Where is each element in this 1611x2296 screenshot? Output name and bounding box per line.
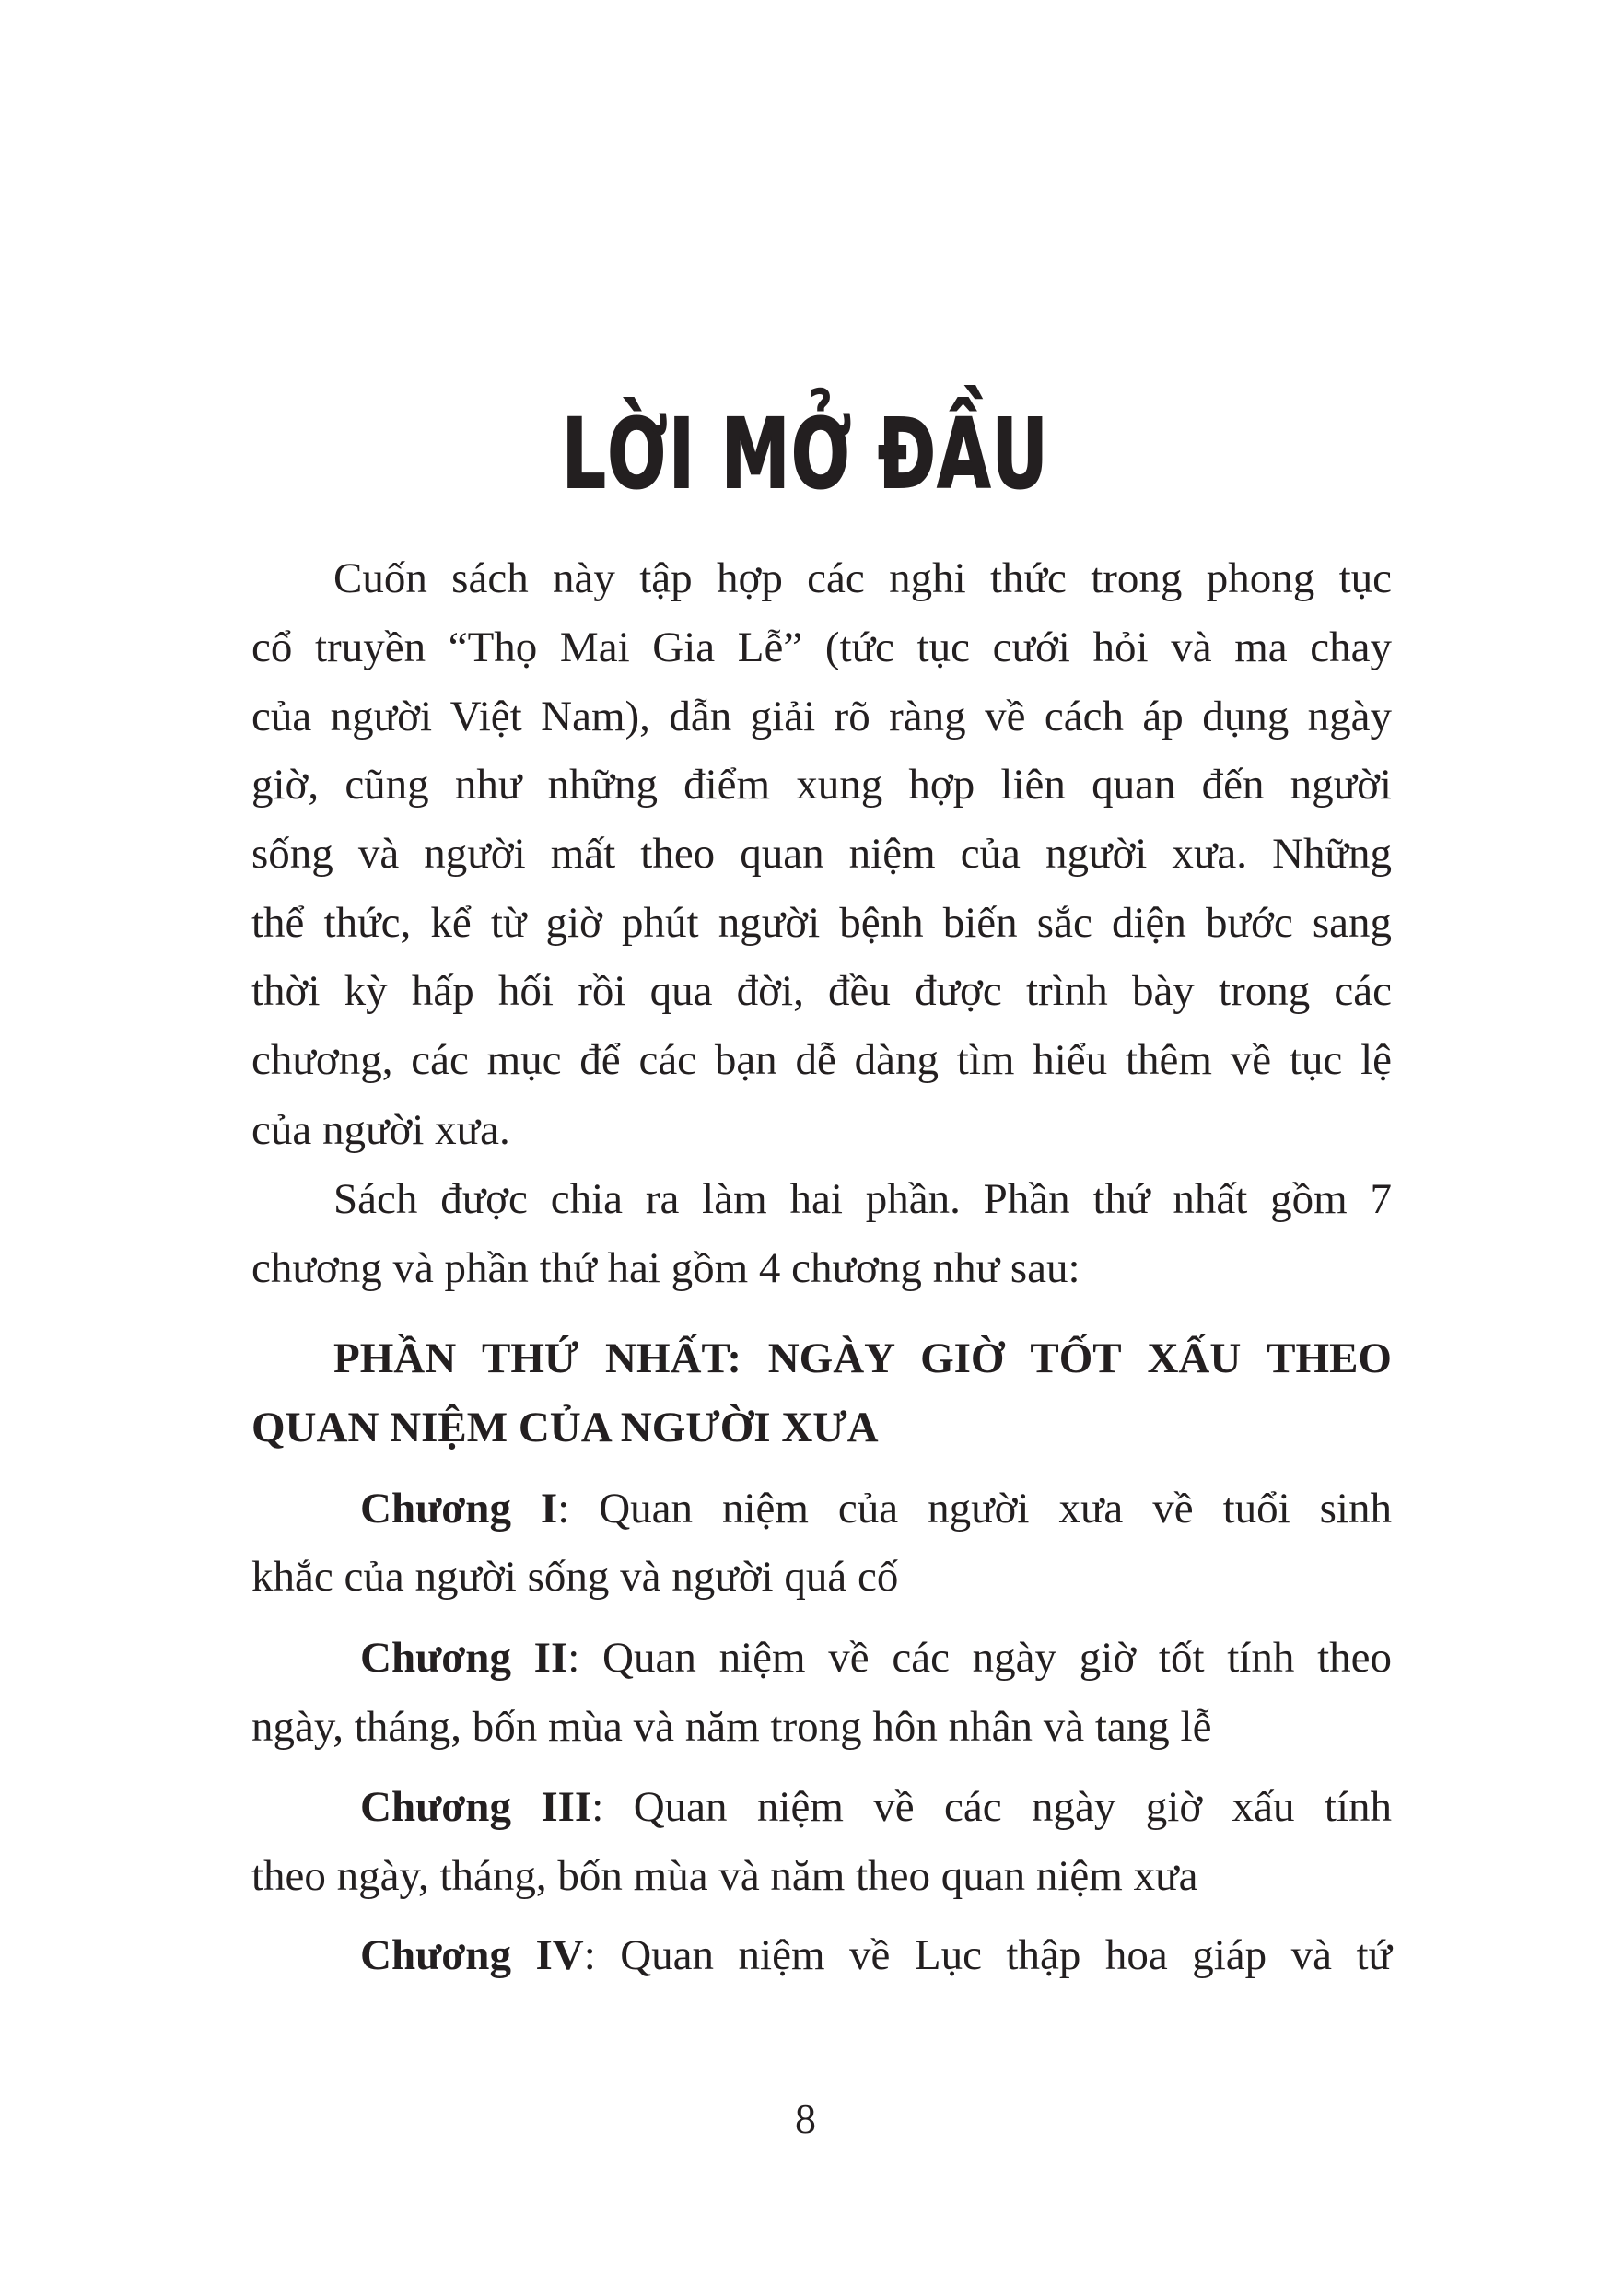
chapter-desc: : Quan niệm của người xưa về tuổi sinh — [557, 1485, 1392, 1533]
chapter-label: Chương I — [360, 1485, 558, 1533]
heading-line: PHẦN THỨ NHẤT: NGÀY GIỜ TỐT XẤU THEO — [333, 1334, 1392, 1382]
chapter-item — [360, 1773, 1392, 1841]
chapter-label: Chương IV — [360, 1931, 584, 1979]
text-line: cổ truyền “Thọ Mai Gia Lễ” (tức tục cưới hỏi và ma chay — [251, 624, 1392, 671]
text-line: chương và phần thứ hai gồm 4 chương như sau: — [251, 1244, 1080, 1292]
chapter-label: Chương III — [360, 1783, 592, 1831]
text-line: sống và người mất theo quan niệm của người xưa. Những — [251, 830, 1392, 878]
page-title: LỜI MỞ ĐẦU — [562, 398, 1049, 510]
text-line: Sách được chia ra làm hai phần. Phần thứ nhất gồm 7 — [333, 1175, 1392, 1223]
chapter-item — [360, 1921, 1392, 1989]
text-line: của người xưa. — [251, 1106, 510, 1154]
chapter-item — [360, 1474, 1392, 1543]
chapter-desc-cont: khắc của người sống và người quá cố — [251, 1553, 899, 1601]
chapter-desc: : Quan niệm về các ngày giờ tốt tính theo — [567, 1634, 1392, 1682]
heading-line: QUAN NIỆM CỦA NGƯỜI XƯA — [251, 1404, 879, 1451]
chapter-desc-cont: theo ngày, tháng, bốn mùa và năm theo quan niệm xưa — [251, 1852, 1198, 1900]
chapter-desc: : Quan niệm về Lục thập hoa giáp và tứ — [583, 1931, 1392, 1979]
text-line: thể thức, kể từ giờ phút người bệnh biến sắc diện bước sang — [251, 899, 1392, 947]
chapter-label: Chương II — [360, 1634, 568, 1682]
text-line: giờ, cũng như những điểm xung hợp liên quan đến người — [251, 761, 1392, 809]
chapter-desc-cont: ngày, tháng, bốn mùa và năm trong hôn nhân và tang lễ — [251, 1703, 1212, 1751]
chapter-desc: : Quan niệm về các ngày giờ xấu tính — [591, 1783, 1393, 1831]
text-line: thời kỳ hấp hối rồi qua đời, đều được trình bày trong các — [251, 967, 1392, 1015]
text-line: chương, các mục để các bạn dễ dàng tìm hiểu thêm về tục lệ — [251, 1036, 1392, 1084]
chapter-item — [360, 1624, 1392, 1692]
page-number: 8 — [795, 2095, 816, 2142]
text-line: của người Việt Nam), dẫn giải rõ ràng về cách áp dụng ngày — [251, 693, 1392, 740]
text-line: Cuốn sách này tập hợp các nghi thức trong phong tục — [333, 554, 1392, 602]
